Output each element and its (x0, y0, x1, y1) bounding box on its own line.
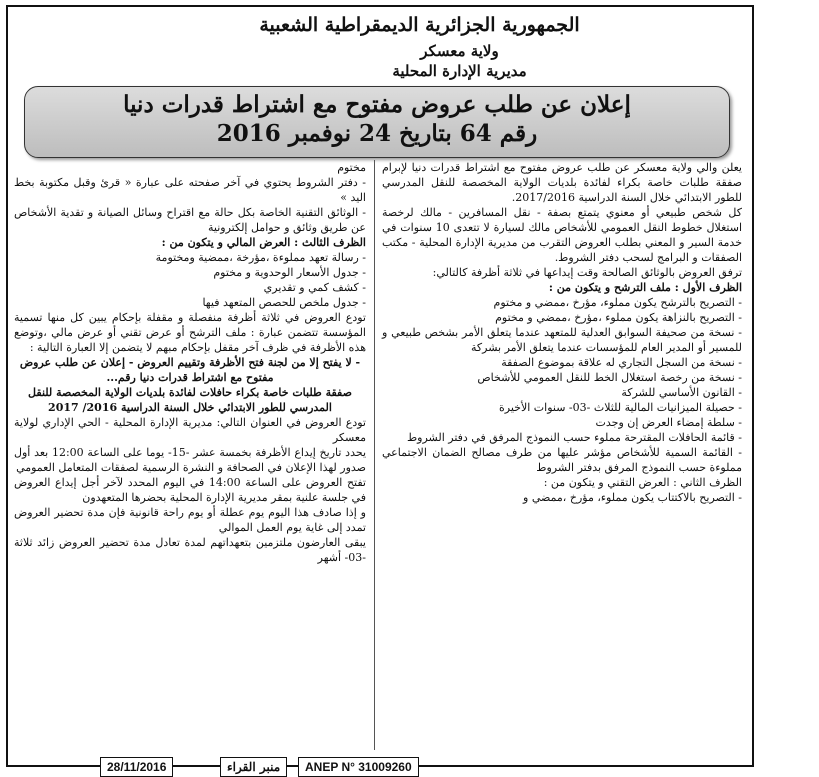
header-directorate: مديرية الإدارة المحلية (392, 62, 527, 80)
footer-anep: ANEP N° 31009260 (298, 757, 419, 777)
paragraph: - نسخة من صحيفة السوابق العدلية للمتعهد عندما يتعلق الأمر بشخص طبيعي و للمسير أو المدير العام للمؤسسات عندما يتعلق الأمر بشركة (382, 326, 742, 354)
right-column (382, 160, 742, 505)
paragraph: تودع العروض في ثلاثة أظرفة منفصلة و مقفلة بإحكام يبين كل منها تسمية المؤسسة تتضمن عبارة : ملف الترشح أو عرض تقني أو عرض مالي ،وتوضع هذه الأظرفة في ظرف آخر مقفل بإحكام مبهم لا يتضمن إلا العبارة التالية : (14, 311, 366, 354)
paragraph: تودع العروض في العنوان التالي: مديرية الإدارة المحلية - الحي الإداري لولاية معسكر (14, 416, 366, 444)
paragraph: - جدول الأسعار الوحدوية و مختوم (213, 266, 366, 279)
paragraph: - التصريح بالترشح يكون مملوء، مؤرخ ،ممضي و مختوم (493, 296, 742, 309)
paragraph: - القانون الأساسي للشركة (621, 386, 742, 399)
left-column (14, 160, 366, 565)
paragraph: الظرف الأول : ملف الترشح و يتكون من : (548, 281, 742, 294)
banner-title: إعلان عن طلب عروض مفتوح مع اشتراط قدرات دنيا (123, 91, 631, 118)
column-divider (374, 160, 375, 750)
paragraph: - الوثائق التقنية الخاصة بكل حالة مع اقتراح وسائل الصيانة و تقدية الأشخاص عن طريق وثائق و حوامل إلكترونية (14, 206, 366, 234)
paragraph: - نسخة من رخصة استغلال الخط للنقل العمومي للأشخاص (477, 371, 742, 384)
paragraph: - دفتر الشروط يحتوي في آخر صفحته على عبارة « قرئ وقبل مكتوبة بخط اليد » (14, 176, 366, 204)
paragraph: - التصريح بالنزاهة يكون مملوء ،مؤرخ ،ممضي و مختوم (495, 311, 742, 324)
paragraph: - القائمة السمية للأشخاص مؤشر عليها من طرف مصالح الضمان الاجتماعي مملوءة حسب النموذج المرفق بدفتر الشروط (382, 446, 742, 474)
paragraph: - كشف كمي و تقديري (263, 281, 366, 294)
paragraph: - سلطة إمضاء العرض إن وجدت (595, 416, 742, 429)
paragraph: - لا يفتح إلا من لجنة فتح الأظرفة وتقييم العروض - إعلان عن طلب عروض مفتوح مع اشتراط قدرات دنيا رقم... (19, 356, 361, 384)
footer-source: منبر القراء (220, 757, 287, 777)
paragraph: - حصيلة الميزانيات المالية للثلاث -03- سنوات الأخيرة (499, 401, 742, 414)
paragraph: الظرف الثالث : العرض المالي و يتكون من : (161, 236, 366, 249)
paragraph: كل شخص طبيعي أو معنوي يتمتع بصفة - نقل المسافرين - مالك لرخصة استغلال خطوط النقل العمومي للأشخاص مالك لسيارة لا تتعدى 10 سنوات في خدمة السير و المعني بطلب العروض التقرب من مديرية الإدارة المحلية - مكتب الصفقات و البرامج لسحب دفتر الشروط. (382, 206, 742, 264)
header-republic: الجمهورية الجزائرية الديمقراطية الشعبية (259, 14, 580, 36)
paragraph: الظرف الثاني : العرض التقني و يتكون من : (543, 476, 742, 489)
paragraph: - نسخة من السجل التجاري له علاقة بموضوع الصفقة (501, 356, 742, 369)
paragraph: تفتح العروض على الساعة 14:00 في اليوم المحدد لآخر أجل إيداع العروض في جلسة علنية بمقر مديرية الإدارة المحلية بحضرها المتعهدون (14, 476, 366, 504)
paragraph: مختوم (337, 161, 366, 174)
paragraph: - جدول ملخص للحصص المتعهد فيها (202, 296, 366, 309)
header-wilaya: ولاية معسكر (420, 42, 499, 60)
paragraph: ترفق العروض بالوثائق الصالحة وقت إيداعها في ثلاثة أظرفة كالتالي: (432, 266, 742, 279)
paragraph: يبقى العارضون ملتزمين بتعهداتهم لمدة تعادل مدة تحضير العروض زائد ثلاثة -03- أشهر (14, 536, 366, 564)
banner-number: رقم 64 بتاريخ 24 نوفمبر 2016 (216, 120, 538, 147)
paragraph: يحدد تاريخ إيداع الأظرفة بخمسة عشر -15- يوما على الساعة 12:00 بعد أول صدور لهذا الإعلان في الصحافة و النشرة الرسمية لصفقات المتعامل العمومي (14, 446, 367, 474)
paragraph: و إذا صادف هذا اليوم يوم عطلة أو يوم راحة قانونية فإن مدة تحضير العروض تمدد إلى غاية يوم العمل الموالي (14, 506, 366, 534)
paragraph: يعلن والي ولاية معسكر عن طلب عروض مفتوح مع اشتراط قدرات دنيا لإبرام صفقة طلبات خاصة بكراء لفائدة بلديات الولاية المخصصة للنقل المدرسي للطور الابتدائي خلال السنة الدراسية 2017/2016. (382, 161, 742, 204)
paragraph: - قائمة الحافلات المقترحة مملوء حسب النموذج المرفق في دفتر الشروط (406, 431, 742, 444)
paragraph: صفقة طلبات خاصة بكراء حافلات لفائدة بلديات الولاية المخصصة للنقل المدرسي للطور الابتدائي خلال السنة الدراسية 2016/ 2017 (28, 386, 352, 414)
paragraph: - رسالة تعهد مملوءة ،مؤرخة ،ممضية ومختومة (155, 251, 366, 264)
footer-date: 28/11/2016 (100, 757, 173, 777)
paragraph: - التصريح بالاكتتاب يكون مملوء، مؤرخ ،ممضي و (523, 491, 742, 504)
title-banner (24, 86, 730, 158)
